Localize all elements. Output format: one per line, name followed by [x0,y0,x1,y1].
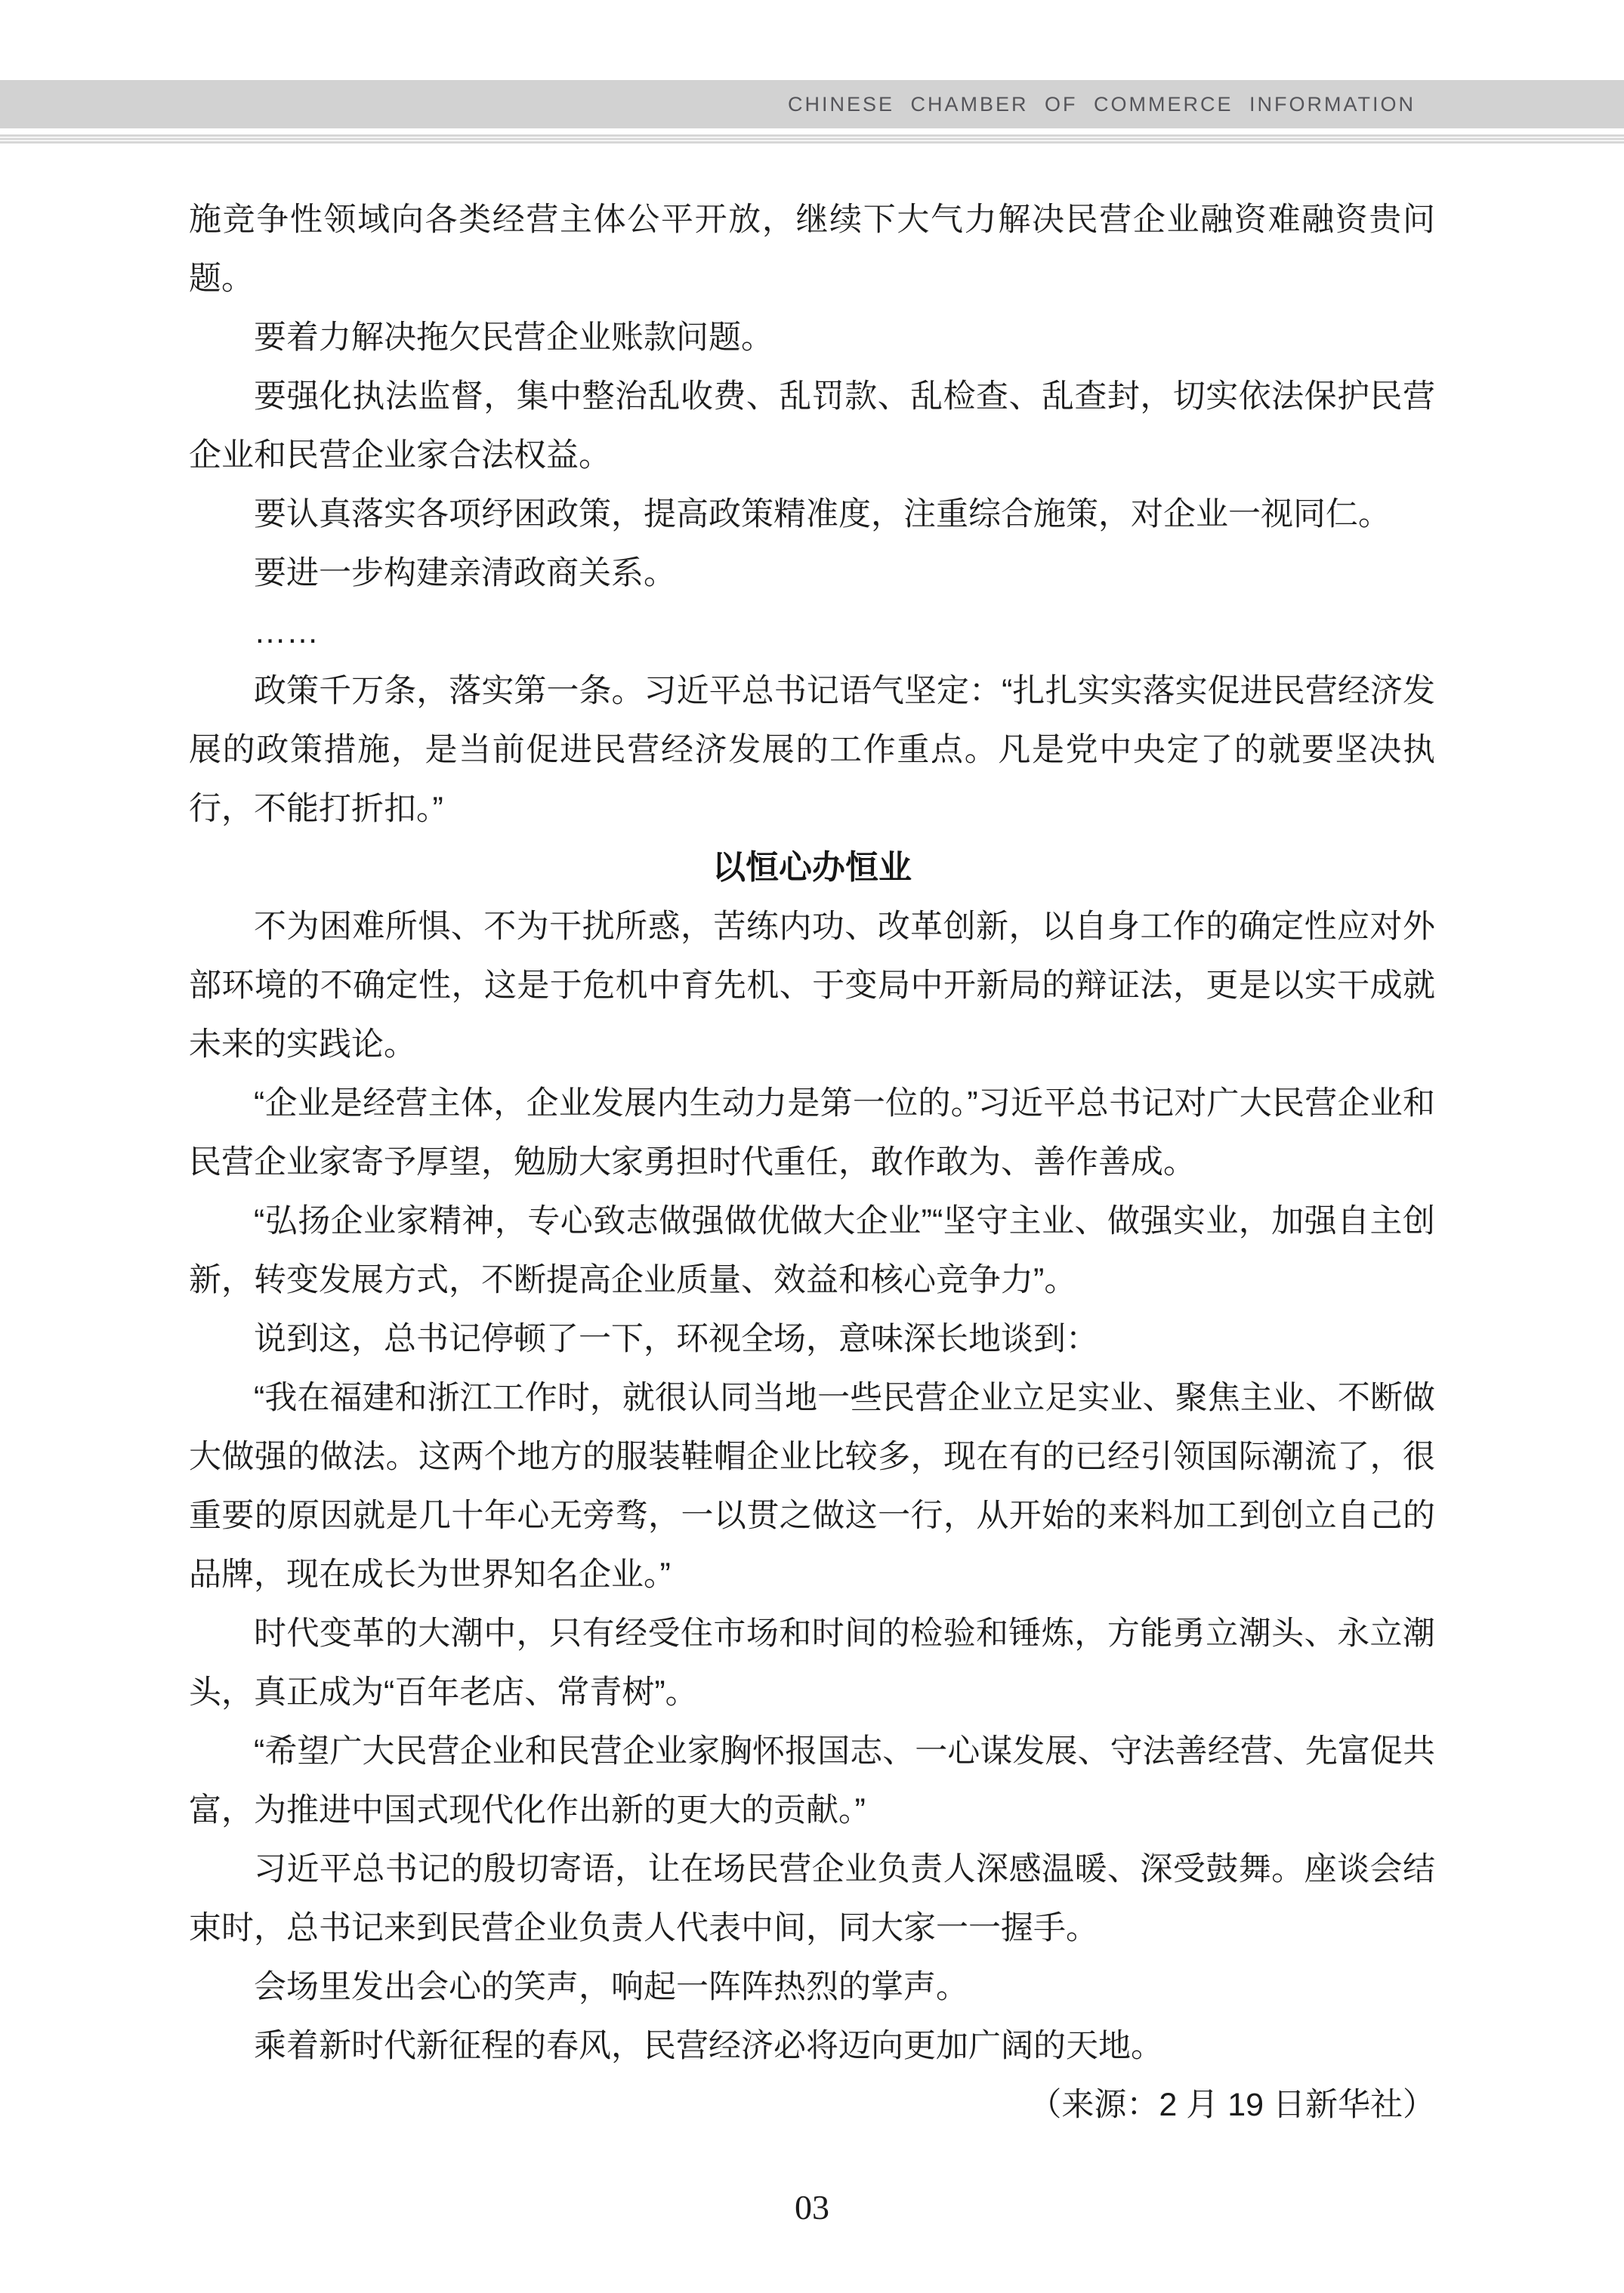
body-paragraph: 时代变革的大潮中，只有经受住市场和时间的检验和锤炼，方能勇立潮头、永立潮头，真正成为“百年老店、常青树”。 [189,1616,1435,1711]
body-paragraph: 政策千万条，落实第一条。习近平总书记语气坚定：“扎扎实实落实促进民营经济发展的政策措施，是当前促进民营经济发展的工作重点。凡是党中央定了的就要坚决执行，不能打折扣。” [189,673,1435,827]
page-number: 03 [795,2188,829,2227]
body-paragraph: “我在福建和浙江工作时，就很认同当地一些民营企业立足实业、聚焦主业、不断做大做强的做法。这两个地方的服装鞋帽企业比较多，现在有的已经引领国际潮流了，很重要的原因就是几十年心无旁骛，一以贯之做这一行，从开始的来料加工到创立自己的品牌，现在成长为世界知名企业。” [189,1380,1435,1593]
ellipsis-line: …… [254,614,319,650]
body-paragraph: “弘扬企业家精神，专心致志做强做优做大企业”“坚守主业、做强实业，加强自主创新，转变发展方式，不断提高企业质量、效益和核心竞争力”。 [189,1203,1435,1298]
body-paragraph: “希望广大民营企业和民营企业家胸怀报国志、一心谋发展、守法善经营、先富促共富，为推进中国式现代化作出新的更大的贡献。” [189,1733,1435,1829]
body-paragraph: 要认真落实各项纾困政策，提高政策精准度，注重综合施策，对企业一视同仁。 [254,496,1391,532]
body-paragraph: 乘着新时代新征程的春风，民营经济必将迈向更加广阔的天地。 [254,2028,1163,2064]
body-paragraph: 会场里发出会心的笑声，响起一阵阵热烈的掌声。 [254,1969,968,2005]
source-line: （来源：2 月 19 日新华社） [1029,2087,1435,2123]
header-band [0,80,1624,128]
body-paragraph: 习近平总书记的殷切寄语，让在场民营企业负责人深感温暖、深受鼓舞。座谈会结束时，总书记来到民营企业负责人代表中间，同大家一一握手。 [189,1851,1435,1946]
body-paragraph: 不为困难所惧、不为干扰所惑，苦练内功、改革创新，以自身工作的确定性应对外部环境的不确定性，这是于危机中育先机、于变局中开新局的辩证法，更是以实干成就未来的实践论。 [189,909,1435,1063]
body-paragraph: 要进一步构建亲清政商关系。 [254,555,676,591]
body-paragraph: 说到这，总书记停顿了一下，环视全场，意味深长地谈到： [254,1321,1098,1357]
body-paragraph: 要强化执法监督，集中整治乱收费、乱罚款、乱检查、乱查封，切实依法保护民营企业和民营企业家合法权益。 [189,378,1435,474]
body-paragraph: “企业是经营主体，企业发展内生动力是第一位的。”习近平总书记对广大民营企业和民营企业家寄予厚望，勉励大家勇担时代重任，敢作敢为、善作善成。 [189,1085,1435,1180]
article-body [189,190,1435,2134]
header-title: CHINESE CHAMBER OF COMMERCE INFORMATION [787,92,1416,116]
header-stripes-divider [0,134,1624,144]
section-heading: 以恒心办恒业 [712,849,912,886]
body-paragraph: 施竞争性领域向各类经营主体公平开放，继续下大气力解决民营企业融资难融资贵问题。 [189,202,1435,297]
body-paragraph: 要着力解决拖欠民营企业账款问题。 [254,319,773,356]
